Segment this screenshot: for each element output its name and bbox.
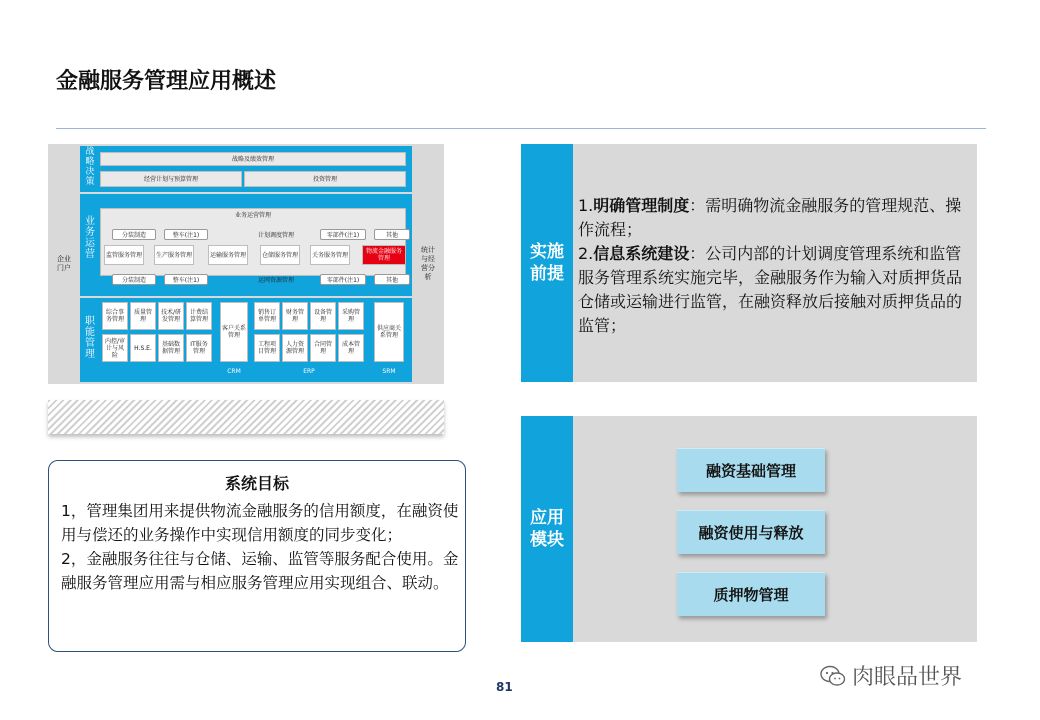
group-erp: ERP xyxy=(303,368,315,375)
func-equipment: 设备管理 xyxy=(310,302,336,330)
premise-item-1: 1.明确管理制度：需明确物流金融服务的管理规范、操作流程； xyxy=(578,196,962,239)
architecture-diagram xyxy=(48,144,444,384)
service-production: 生产服务管理 xyxy=(154,245,194,265)
func-sales-order: 销售订单管理 xyxy=(254,302,280,330)
watermark xyxy=(820,660,962,691)
operation-band-name: 业务运营 xyxy=(85,216,95,260)
func-cost: 成本管理 xyxy=(338,334,364,362)
portal-label: 企业门户 xyxy=(57,255,71,272)
func-hr: 人力资源管理 xyxy=(282,334,308,362)
investment-bar: 投资管理 xyxy=(244,171,406,187)
system-goal-text xyxy=(61,499,461,595)
pill-dispatch: 计划调度管理 xyxy=(257,232,294,239)
group-crm: CRM xyxy=(227,368,241,375)
func-procurement: 采购管理 xyxy=(338,302,364,330)
wechat-icon xyxy=(820,665,846,687)
page-title: 金融服务管理应用概述 xyxy=(56,69,277,94)
func-rnd: 技术/研发管理 xyxy=(158,302,184,330)
group-srm: SRM xyxy=(382,368,396,375)
system-goal-line: 1，管理集团用来提供物流金融服务的信用额度，在融资使用与偿还的业务操作中实现信用额度的同步变化； xyxy=(61,502,459,544)
watermark-text: 肉眼品世界 xyxy=(852,665,963,690)
title-divider xyxy=(56,128,986,129)
pill-assembly-2: 分装制造 xyxy=(112,274,156,285)
pill-vehicle-2: 整车(注1) xyxy=(164,274,208,285)
func-general-affairs: 综合事务管理 xyxy=(102,302,128,330)
strategy-band-name: 战略决策 xyxy=(85,147,95,187)
func-srm: 供应商关系管理 xyxy=(374,302,404,362)
strategy-performance-bar: 战略及绩效管理 xyxy=(100,152,406,166)
pill-vehicle-1: 整车(注1) xyxy=(164,229,208,240)
portal-column xyxy=(48,144,80,384)
system-goal-title: 系统目标 xyxy=(224,474,289,493)
pill-other-2: 其他 xyxy=(374,274,410,285)
pill-parts-1: 零部件(注1) xyxy=(320,229,366,240)
strategy-band xyxy=(80,146,412,192)
function-band xyxy=(80,298,412,382)
budget-bar: 经营计划与预算管理 xyxy=(100,171,242,187)
modules-label: 应用模块 xyxy=(521,416,573,642)
system-goal-line: 2，金融服务往往与仓储、运输、监管等服务配合使用。金融服务管理应用需与相应服务管理应用实现组合、联动。 xyxy=(61,550,459,592)
func-it-service: IT服务管理 xyxy=(186,334,212,362)
func-contract: 合同管理 xyxy=(310,334,336,362)
module-financing-use-release: 融资使用与释放 xyxy=(677,510,825,554)
system-goal-box xyxy=(48,460,466,652)
func-internal-control: 内控/审计与风险 xyxy=(102,334,128,362)
analysis-label: 统计与经营分析 xyxy=(421,246,435,281)
premise-text xyxy=(578,194,974,338)
analysis-column xyxy=(412,144,444,384)
premise-panel xyxy=(521,144,977,382)
function-band-name: 职能管理 xyxy=(85,316,95,360)
service-warehouse: 仓储服务管理 xyxy=(260,245,300,265)
pill-parts-2: 零部件(注1) xyxy=(320,274,366,285)
modules-panel xyxy=(521,416,977,642)
operation-band xyxy=(80,194,412,296)
decorative-stripe-bar xyxy=(48,400,444,434)
func-hse: H.S.E. xyxy=(130,334,156,362)
service-logistics-finance: 物流金融服务管理 xyxy=(362,245,406,265)
func-finance: 财务管理 xyxy=(282,302,308,330)
pill-other-1: 其他 xyxy=(374,229,410,240)
service-transport: 运输服务管理 xyxy=(208,245,248,265)
func-crm: 客户关系管理 xyxy=(220,302,248,362)
pill-assembly-1: 分装制造 xyxy=(112,229,156,240)
func-billing: 计费结算管理 xyxy=(186,302,212,330)
func-quality: 质量管理 xyxy=(130,302,156,330)
premise-item-2: 2.信息系统建设：公司内部的计划调度管理系统和监管服务管理系统实施完毕，金融服务作为输入对质押货品仓储或运输进行监管，在融资释放后接触对质押货品的监管； xyxy=(578,244,963,335)
module-collateral: 质押物管理 xyxy=(677,572,825,616)
service-supervision: 监管服务管理 xyxy=(104,245,144,265)
page-number: 81 xyxy=(496,680,513,694)
module-financing-basics: 融资基础管理 xyxy=(677,448,825,492)
pill-network: 运网资源管理 xyxy=(257,277,294,284)
service-customs: 关务服务管理 xyxy=(310,245,350,265)
premise-label: 实施前提 xyxy=(521,144,573,382)
func-master-data: 基础数据管理 xyxy=(158,334,184,362)
operation-mgmt-bar: 业务运营管理 xyxy=(100,208,406,276)
func-engineering: 工程项目管理 xyxy=(254,334,280,362)
